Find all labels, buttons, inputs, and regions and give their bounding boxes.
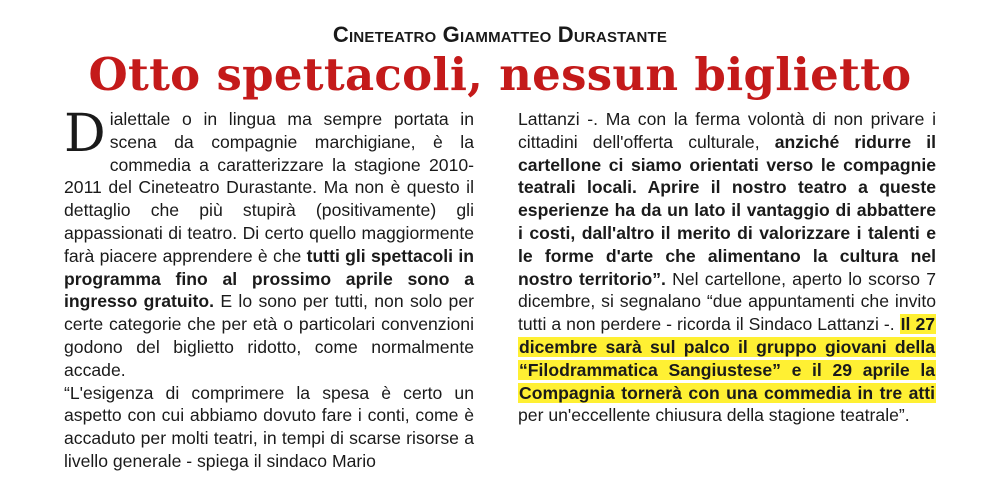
article-paragraph-2-continued — [518, 108, 936, 427]
paragraph-2-text-end: per un'eccellente chiusura della stagione teatrale”. — [518, 405, 910, 426]
drop-cap: D — [64, 104, 106, 164]
paragraph-2-bold: anziché ridurre il cartellone ci siamo orientati verso le compagnie teatrali locali. Aprire il nostro teatro a queste esperienze ha da un lato il vantaggio di abbattere i costi, dall'altro il merito di valorizzare i talenti e le forme d'arte che alimentano la cultura nel nostro territorio”. — [518, 131, 937, 289]
paragraph-1-text: ialettale o in lingua ma sempre portata in scena da compagnie marchigiane, è la commedia a caratterizzare la stagione 2010-2011 del Cineteatro Durastante. Ma non è questo il dettaglio che più stupirà (positivamente) gli appassionati di teatro. Di certo quello maggiormente farà piacere apprendere è che — [64, 109, 474, 266]
paragraph-2-text-right: Lattanzi -. Ma con la ferma volontà di non privare i cittadini dell'offerta culturale, — [518, 109, 936, 152]
article-column-left — [64, 104, 474, 473]
article-paragraph-1 — [64, 104, 474, 382]
paragraph-2-text: Nel cartellone, aperto lo scorso 7 dicembre, si segnalano “due appuntamenti che invito tutti a non perdere - ricorda il Sindaco Lattanzi -. — [518, 268, 936, 335]
highlighted-dates: Il 27 dicembre sarà sul palco il gruppo giovani della “Filodrammatica Sangiustese” e il 29 aprile la Compagnia tornerà con una commedia in tre atti — [519, 314, 936, 403]
article-column-right — [518, 108, 936, 427]
paragraph-2-text-left: “L'esigenza di comprimere la spesa è certo un aspetto con cui abbiamo dovuto fare i conti, come è accaduto per molti teatri, in tempi di scarse risorse a livello generale - spiega il sindaco Mario — [64, 382, 474, 471]
paragraph-1-text-end: E lo sono per tutti, non solo per certe categorie che per età o particolari convenzioni godono del biglietto ridotto, come normalmente accade. — [64, 291, 474, 380]
kicker: Cineteatro Giammatteo Durastante — [332, 22, 668, 47]
paragraph-1-bold: tutti gli spettacoli in programma fino al prossimo aprile sono a ingresso gratuito. — [64, 245, 474, 312]
article-paragraph-2-start — [64, 382, 474, 473]
headline: Otto spettacoli, nessun biglietto — [88, 48, 912, 101]
